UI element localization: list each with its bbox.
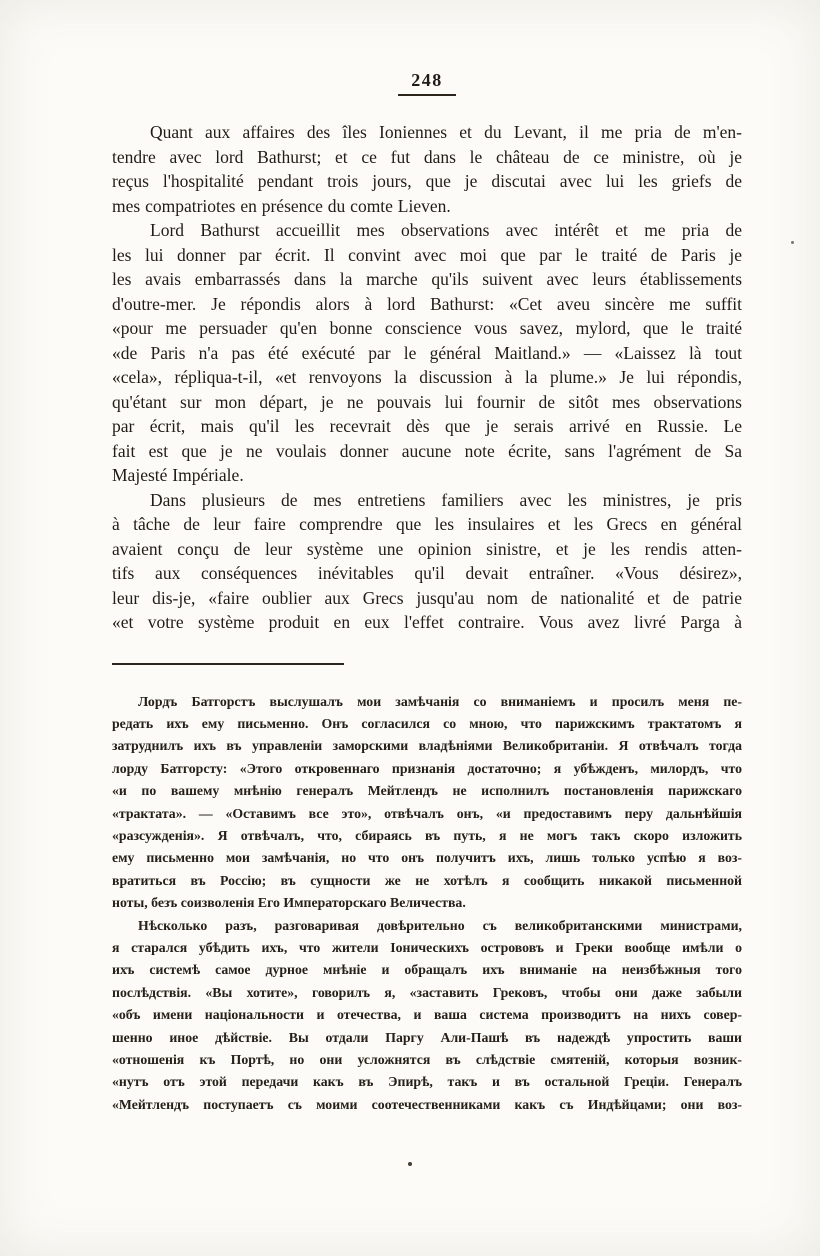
- text-line: «объ имени національности и отечества, и ваша система производитъ на нихъ совер-: [112, 1007, 742, 1023]
- text-line: вратиться въ Россію; въ сущности же не хотѣлъ я сообщить никакой письменной: [112, 872, 742, 888]
- footnote-text-russian: [112, 691, 742, 1117]
- text-line: les lui donner par écrit. Il convint avec moi que par le traité de Paris je: [112, 244, 742, 265]
- text-line: «pour me persuader qu'en bonne conscience vous savez, mylord, que le traité: [112, 318, 742, 338]
- text-line: Lord Bathurst accueillit mes observations avec intérêt et me pria de: [150, 220, 742, 240]
- footnote-paragraph-1: [112, 691, 742, 915]
- text-line: tifs aux conséquences inévitables qu'il devait entraîner. «Vous désirez»,: [112, 563, 742, 583]
- main-text-french: [112, 120, 742, 635]
- text-line: Majesté Impériale.: [112, 465, 244, 485]
- paragraph-french-2: [112, 218, 742, 488]
- text-line: Лордъ Батгорстъ выслушалъ мои замѣчанія со вниманіемъ и просилъ меня пе-: [138, 693, 742, 709]
- text-line: «Мейтлендъ поступаетъ съ моими соотечественниками какъ съ Индѣйцами; они воз-: [112, 1096, 742, 1112]
- text-line: Quant aux affaires des îles Ioniennes et du Levant, il me pria de m'en-: [150, 122, 742, 142]
- text-line: ихъ системѣ самое дурное мнѣніе и обращалъ ихъ вниманіе на неизбѣжныя того: [112, 962, 742, 978]
- ink-speck: [408, 1162, 412, 1166]
- page-number: 248: [398, 70, 456, 96]
- text-line: ему письменно мои замѣчанія, но что онъ получитъ ихъ, лишь только успѣю я воз-: [112, 850, 742, 866]
- text-line: tendre avec lord Bathurst; et ce fut dans le château de ce ministre, où je: [112, 146, 742, 167]
- text-line: «разсужденія». Я отвѣчалъ, что, сбираясь въ путь, я не могъ такъ скоро изложить: [112, 827, 742, 843]
- paragraph-french-3: [112, 488, 742, 635]
- text-line: «de Paris n'a pas été exécuté par le général Maitland.» — «Laissez là tout: [112, 342, 742, 363]
- text-line: Нѣсколько разъ, разговаривая довѣрительно съ великобританскими министрами,: [138, 917, 742, 933]
- footnote-separator: [112, 663, 344, 665]
- text-line: «нутъ отъ этой передачи какъ въ Эпирѣ, такъ и въ остальной Греціи. Генералъ: [112, 1074, 742, 1090]
- text-line: par écrit, mais qu'il les recevrait dès que je serais arrivé en Russie. Le: [112, 416, 742, 436]
- text-line: les avais embarrassés dans la marche qu'ils suivent avec leurs établissements: [112, 269, 742, 289]
- ink-speck: [791, 241, 794, 244]
- text-line: затруднилъ ихъ въ управленіи заморскими владѣніями Великобританіи. Я отвѣчалъ тогда: [112, 738, 742, 754]
- text-line: leur dis-je, «faire oublier aux Grecs jusqu'au nom de nationalité et de patrie: [112, 587, 742, 608]
- paragraph-french-1: [112, 120, 742, 218]
- text-line: à tâche de leur faire comprendre que les insulaires et les Grecs en général: [112, 514, 742, 534]
- text-line: «et votre système produit en eux l'effet contraire. Vous avez livré Parga à: [112, 612, 742, 632]
- text-line: шенно иное дѣйствіе. Вы отдали Паргу Али-Пашѣ въ надеждѣ упростить ваши: [112, 1029, 742, 1045]
- text-line: Dans plusieurs de mes entretiens familiers avec les ministres, je pris: [150, 489, 742, 510]
- text-line: лорду Батгорсту: «Этого откровеннаго признанія достаточно; я убѣжденъ, милордъ, что: [112, 760, 742, 776]
- text-line: послѣдствія. «Вы хотите», говорилъ я, «заставить Грековъ, чтобы они даже забыли: [112, 984, 742, 1000]
- text-line: avaient conçu de leur système une opinion sinistre, et je les rendis atten-: [112, 538, 742, 559]
- text-line: редать ихъ ему письменно. Онъ согласился со мною, что парижскимъ трактатомъ я: [112, 715, 742, 731]
- text-line: «трактата». — «Оставимъ все это», отвѣчалъ онъ, «и предоставимъ перу дальнѣйшія: [112, 805, 742, 821]
- text-line: «cela», répliqua-t-il, «et renvoyons la discussion à la plume.» Je lui répondis,: [112, 367, 742, 387]
- footnote-paragraph-2: [112, 915, 742, 1117]
- text-line: fait est que je ne voulais donner aucune note écrite, sans l'agrément de Sa: [112, 440, 742, 461]
- text-line: «отношенія къ Портѣ, но они усложнятся въ слѣдствіе смятеній, которыя возник-: [112, 1052, 742, 1067]
- text-line: mes compatriotes en présence du comte Lieven.: [112, 195, 451, 216]
- page-header: [112, 70, 742, 96]
- text-line: я старался убѣдить ихъ, что жители Іоническихъ острововъ и Греки вообще имѣли о: [112, 939, 742, 955]
- text-line: qu'étant sur mon départ, je ne pouvais lui fournir de sitôt mes observations: [112, 391, 742, 412]
- text-line: d'outre-mer. Je répondis alors à lord Bathurst: «Cet aveu sincère me suffit: [112, 293, 742, 314]
- text-line: ноты, безъ соизволенія Его Императорскаго Величества.: [112, 895, 466, 911]
- text-line: reçus l'hospitalité pendant trois jours, que je discutai avec lui les griefs de: [112, 171, 742, 191]
- text-line: «и по вашему мнѣнію генералъ Мейтлендъ не исполнилъ постановленія парижскаго: [112, 783, 742, 799]
